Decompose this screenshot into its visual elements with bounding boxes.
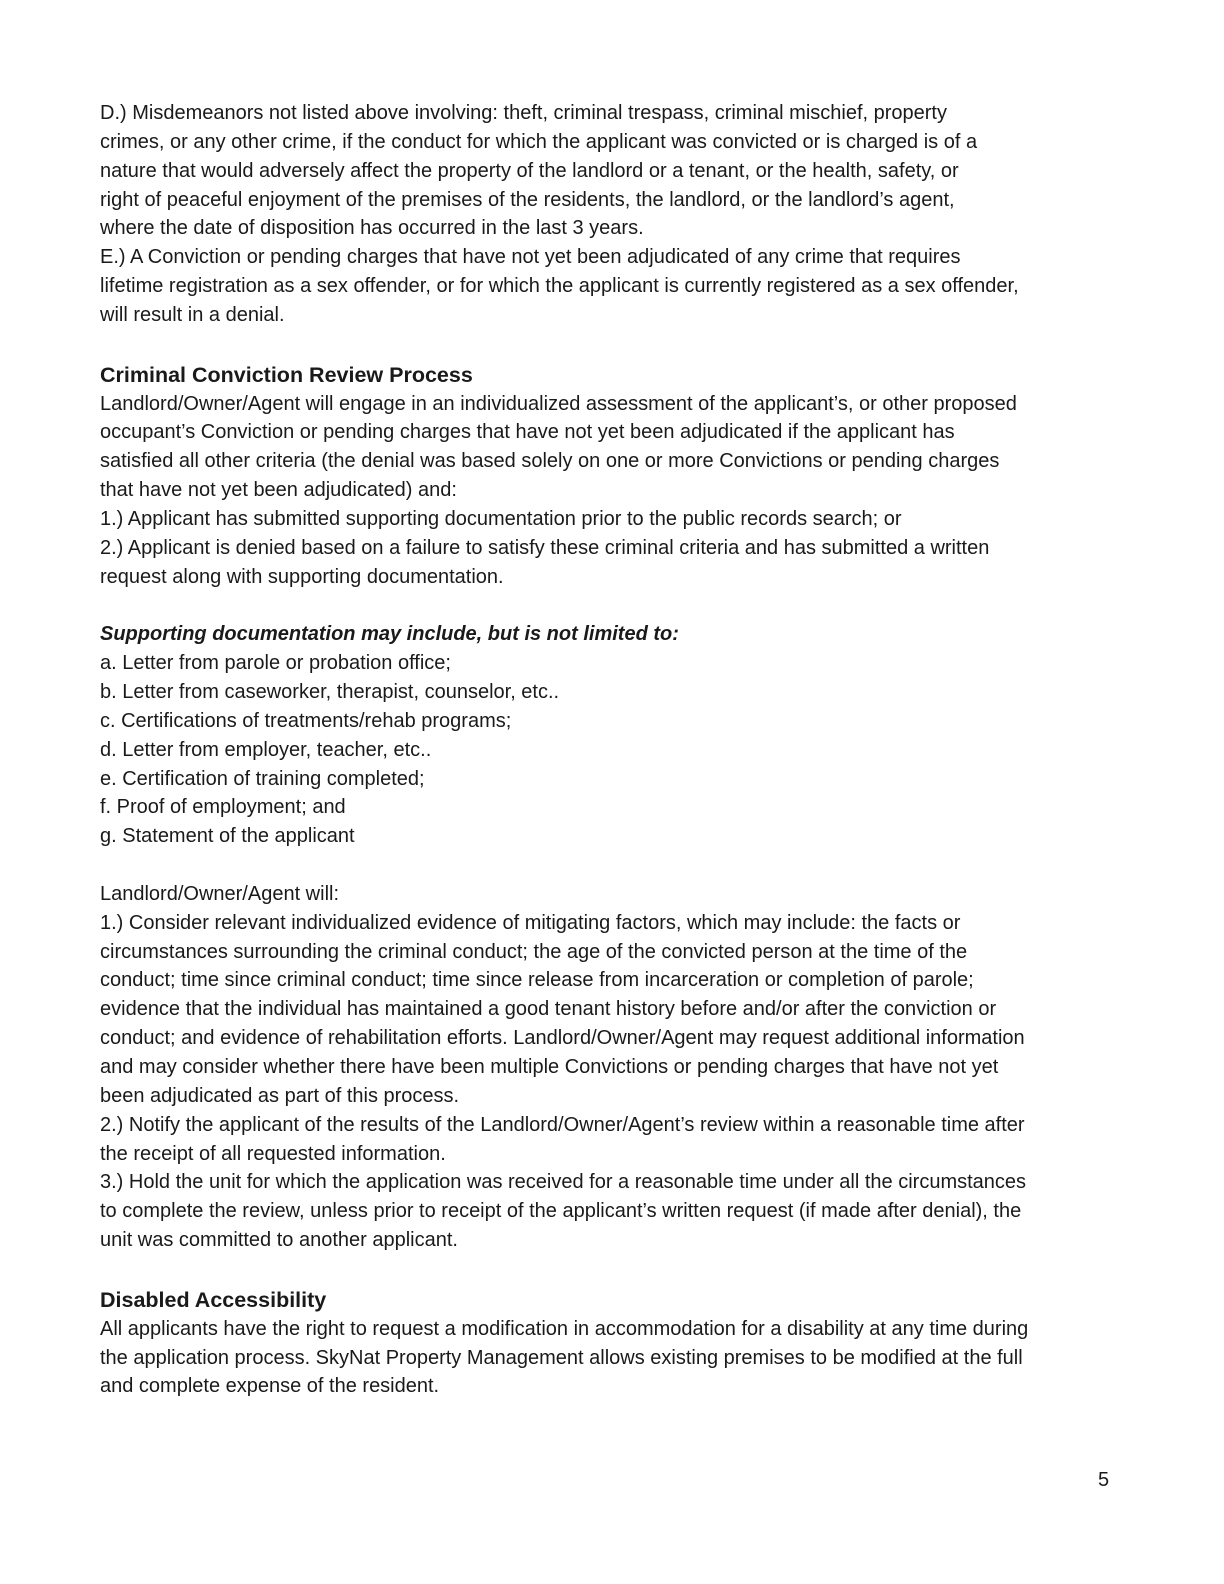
review-condition-2 — [100, 534, 1130, 592]
text-line: unit was committed to another applicant. — [100, 1229, 458, 1252]
agent-will-3 — [100, 1168, 1130, 1255]
text-line: 2.) Notify the applicant of the results of the Landlord/Owner/Agent’s review within a reasonable time after — [100, 1113, 1025, 1136]
text-line: f. Proof of employment; and — [100, 796, 346, 819]
text-line: Supporting documentation may include, but is not limited to: — [100, 623, 679, 646]
text-line: request along with supporting documentation. — [100, 565, 504, 588]
text-line: been adjudicated as part of this process. — [100, 1084, 460, 1107]
text-line: D.) Misdemeanors not listed above involving: theft, criminal trespass, criminal mischief, property — [100, 102, 947, 124]
text-line: Landlord/Owner/Agent will: — [100, 882, 340, 905]
blank-line — [100, 330, 1130, 359]
text-line: the receipt of all requested information. — [100, 1142, 446, 1165]
text-line: 1.) Consider relevant individualized evidence of mitigating factors, which may include: the facts or — [100, 911, 961, 934]
text-line: occupant’s Conviction or pending charges that have not yet been adjudicated if the applicant has — [100, 421, 955, 444]
blank-line — [100, 592, 1130, 621]
agent-will-intro — [100, 880, 1130, 909]
text-line: and complete expense of the resident. — [100, 1375, 440, 1398]
text-line: where the date of disposition has occurred in the last 3 years. — [100, 217, 644, 240]
text-line: to complete the review, unless prior to receipt of the applicant’s written request (if made after denial), the — [100, 1200, 1022, 1223]
text-line: conduct; time since criminal conduct; time since release from incarceration or completion of parole; — [100, 969, 974, 992]
text-line: E.) A Conviction or pending charges that have not yet been adjudicated of any crime that requires — [100, 246, 961, 269]
text-line: and may consider whether there have been multiple Convictions or pending charges that have not yet — [100, 1056, 999, 1078]
text-line: d. Letter from employer, teacher, etc.. — [100, 738, 432, 761]
criterion-d — [100, 99, 1130, 243]
text-line: 2.) Applicant is denied based on a failure to satisfy these criminal criteria and has submitted a written — [100, 536, 990, 559]
documentation-list — [100, 649, 1130, 851]
text-line: g. Statement of the applicant — [100, 825, 355, 848]
text-line: conduct; and evidence of rehabilitation efforts. Landlord/Owner/Agent may request additional information — [100, 1027, 1025, 1050]
heading-supporting-documentation — [100, 620, 1130, 649]
text-line: 3.) Hold the unit for which the application was received for a reasonable time under all the circumstances — [100, 1171, 1027, 1194]
heading-criminal-conviction-review — [100, 360, 1130, 390]
blank-line — [100, 851, 1130, 880]
text-line: will result in a denial. — [100, 303, 285, 326]
blank-line — [100, 1255, 1130, 1284]
text-line: Criminal Conviction Review Process — [100, 362, 473, 387]
text-line: All applicants have the right to request a modification in accommodation for a disability at any time during — [100, 1317, 1029, 1340]
accessibility-text — [100, 1315, 1130, 1402]
text-line: Landlord/Owner/Agent will engage in an individualized assessment of the applicant’s, or other proposed — [100, 392, 1017, 415]
text-line: crimes, or any other crime, if the conduct for which the applicant was convicted or is charged is of a — [100, 130, 978, 153]
text-line: a. Letter from parole or probation office; — [100, 652, 451, 675]
text-line: right of peaceful enjoyment of the premises of the residents, the landlord, or the landlord’s agent, — [100, 188, 955, 211]
text-line: e. Certification of training completed; — [100, 767, 425, 790]
text-line: evidence that the individual has maintained a good tenant history before and/or after the conviction or — [100, 998, 997, 1021]
text-line: Disabled Accessibility — [100, 1287, 327, 1312]
text-line: lifetime registration as a sex offender, or for which the applicant is currently registered as a sex offender, — [100, 275, 1019, 298]
text-line: that have not yet been adjudicated) and: — [100, 479, 457, 502]
agent-will-1 — [100, 909, 1130, 1111]
text-line: b. Letter from caseworker, therapist, counselor, etc.. — [100, 681, 560, 704]
review-condition-1 — [100, 505, 1130, 534]
text-line: circumstances surrounding the criminal conduct; the age of the convicted person at the time of the — [100, 940, 968, 963]
document-page — [100, 99, 1130, 1401]
review-intro — [100, 390, 1130, 505]
text-line: satisfied all other criteria (the denial was based solely on one or more Convictions or pending charges — [100, 450, 1000, 473]
agent-will-2 — [100, 1111, 1130, 1169]
text-line: the application process. SkyNat Property Management allows existing premises to be modified at the full — [100, 1346, 1023, 1369]
page-number: 5 — [1098, 1469, 1110, 1491]
text-line: 1.) Applicant has submitted supporting documentation prior to the public records search; or — [100, 507, 902, 530]
text-line: nature that would adversely affect the property of the landlord or a tenant, or the health, safety, or — [100, 159, 959, 182]
heading-disabled-accessibility — [100, 1285, 1130, 1315]
text-line: c. Certifications of treatments/rehab programs; — [100, 709, 512, 732]
criterion-e — [100, 243, 1130, 330]
